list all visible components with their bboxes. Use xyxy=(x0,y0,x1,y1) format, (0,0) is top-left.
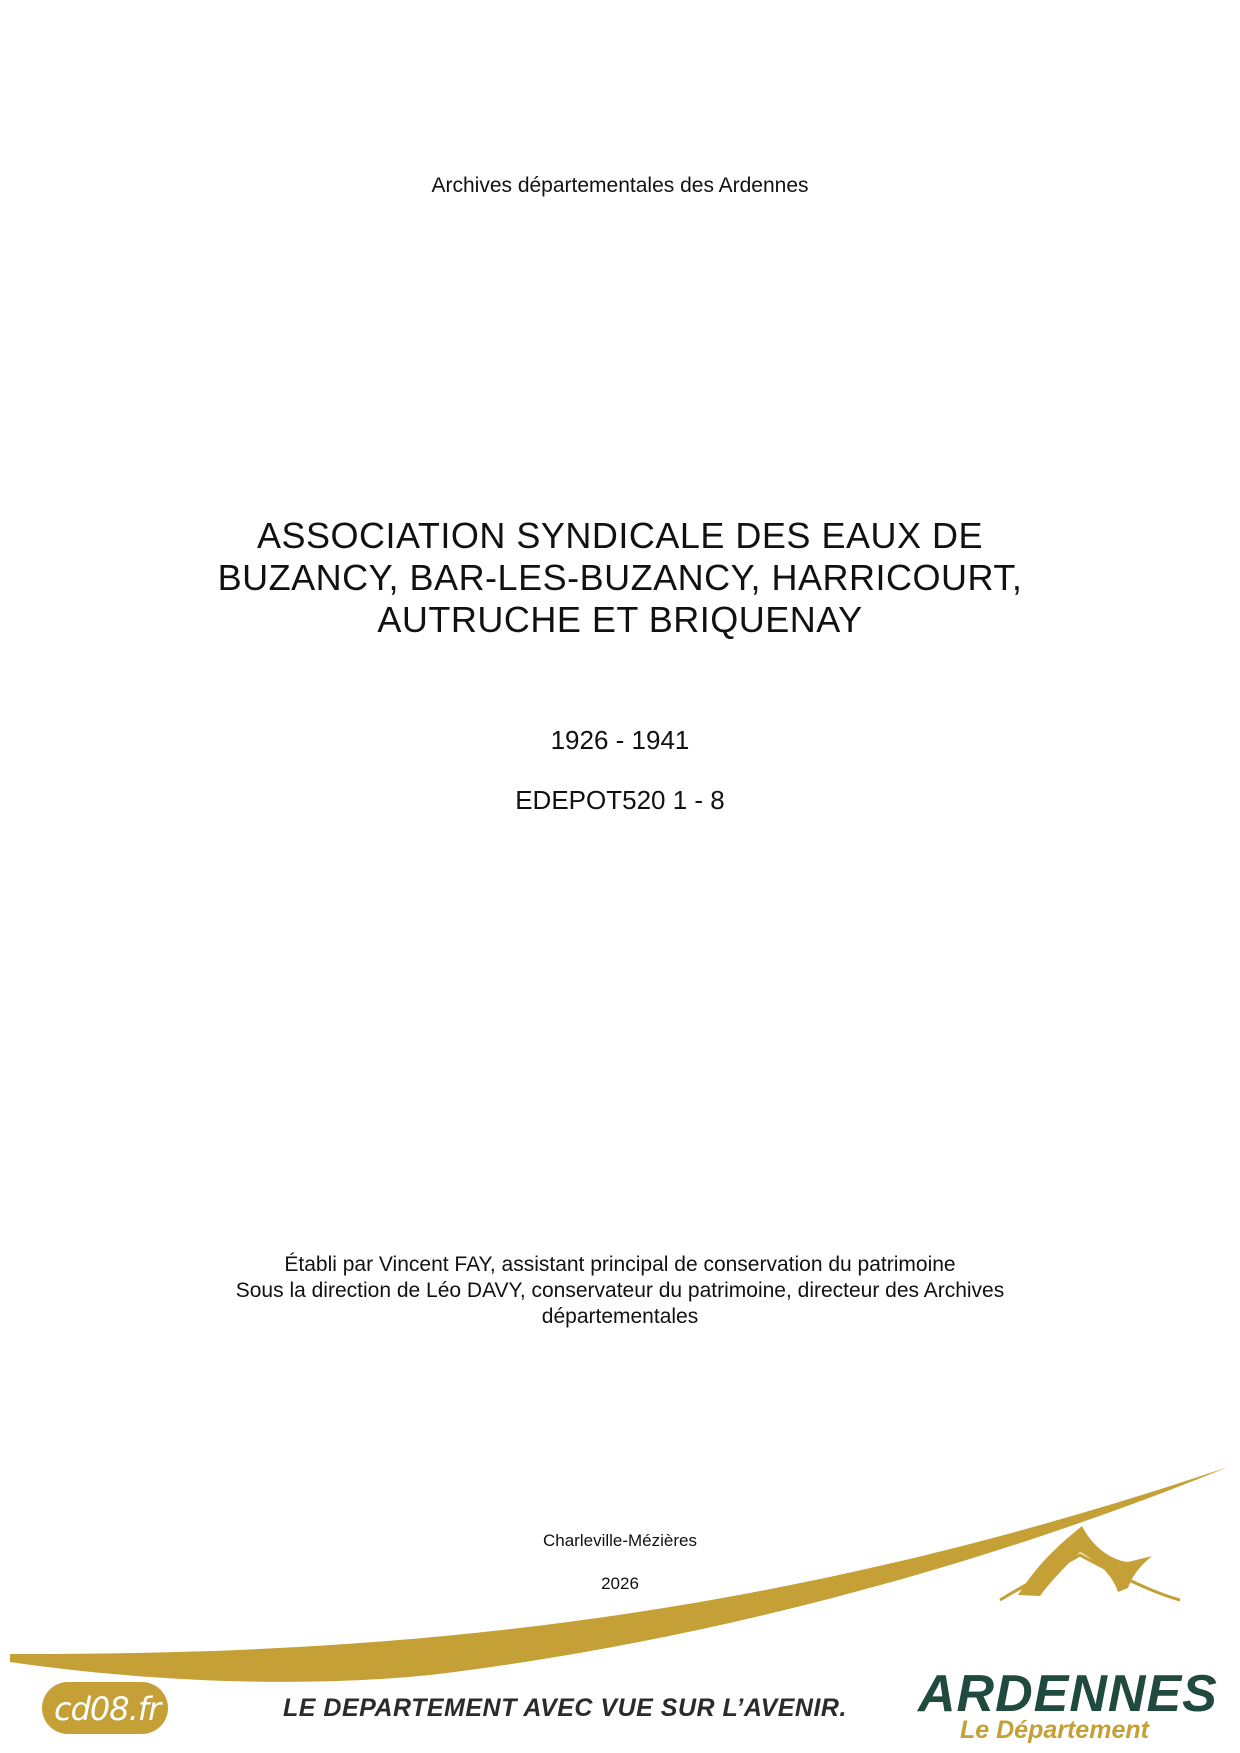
date-range: 1926 - 1941 xyxy=(550,725,690,755)
ardennes-logo-subtitle: Le Département xyxy=(960,1716,1149,1744)
credits-line-2: Sous la direction de Léo DAVY, conservateur du patrimoine, directeur des Archives xyxy=(235,1279,1005,1302)
cd08-logo xyxy=(42,1682,168,1734)
place-of-publication: Charleville-Mézières xyxy=(543,1531,697,1550)
credits-line-3: départementales xyxy=(541,1305,699,1328)
title-line-2: BUZANCY, BAR-LES-BUZANCY, HARRICOURT, xyxy=(217,557,1023,598)
cd08-logo-text: cd08.fr xyxy=(54,1690,161,1728)
archive-reference: EDEPOT520 1 - 8 xyxy=(515,785,725,815)
publication-year: 2026 xyxy=(601,1574,639,1593)
credits-line-1: Établi par Vincent FAY, assistant principal de conservation du patrimoine xyxy=(284,1253,956,1276)
ardennes-logo-name: ARDENNES xyxy=(918,1665,1218,1723)
document-title xyxy=(170,515,1070,641)
title-line-1: ASSOCIATION SYNDICALE DES EAUX DE xyxy=(256,515,983,556)
footer-slogan: LE DEPARTEMENT AVEC VUE SUR L’AVENIR. xyxy=(283,1694,847,1722)
credits xyxy=(150,1252,1090,1330)
institution-name: Archives départementales des Ardennes xyxy=(431,174,809,197)
title-line-3: AUTRUCHE ET BRIQUENAY xyxy=(377,599,863,640)
